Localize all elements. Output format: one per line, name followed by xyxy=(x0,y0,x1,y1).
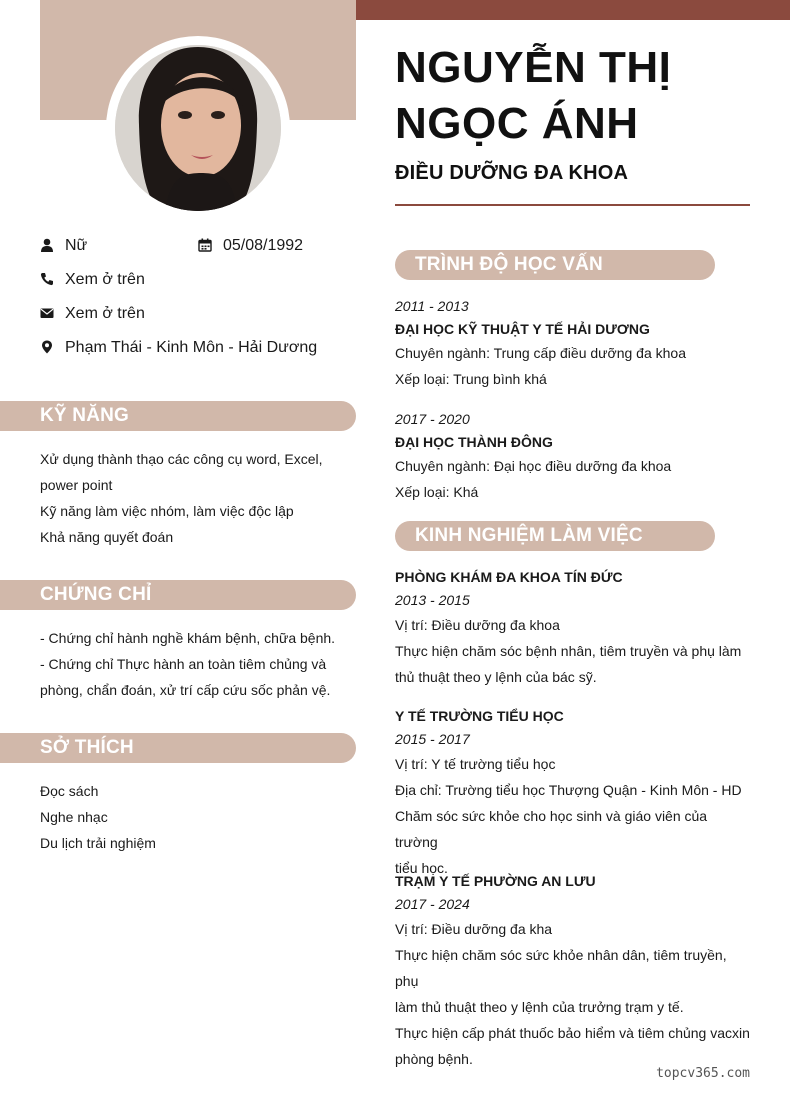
phone-row xyxy=(40,271,145,289)
experience-line: Địa chỉ: Trường tiểu học Thượng Quận - Kinh Môn - HD xyxy=(395,782,742,798)
title-divider xyxy=(395,204,750,206)
experience-line: tiểu học. xyxy=(395,860,448,876)
skills-heading: KỸ NĂNG xyxy=(0,401,356,431)
experience-entry xyxy=(395,566,750,690)
education-period: 2011 - 2013 xyxy=(395,298,469,314)
phone-icon xyxy=(40,272,56,288)
education-grade: Xếp loại: Khá xyxy=(395,484,479,500)
experience-period: 2015 - 2017 xyxy=(395,731,470,747)
experience-company: Y TẾ TRƯỜNG TIỂU HỌC xyxy=(395,708,564,724)
experience-line: Vị trí: Y tế trường tiểu học xyxy=(395,756,556,772)
hobbies-heading: SỞ THÍCH xyxy=(0,733,356,763)
experience-line: Vị trí: Điều dưỡng đa kha xyxy=(395,921,553,937)
email-row xyxy=(40,305,145,323)
experience-heading: KINH NGHIỆM LÀM VIỆC xyxy=(395,521,715,551)
map-pin-icon xyxy=(40,340,56,356)
birthdate-value: 05/08/1992 xyxy=(223,237,304,254)
experience-line: Thực hiện cấp phát thuốc bảo hiểm và tiêm chủng vacxin xyxy=(395,1025,750,1041)
birthdate-row xyxy=(198,237,303,255)
list-item: - Chứng chỉ Thực hành an toàn tiêm chủng và xyxy=(40,656,327,672)
experience-line: Chăm sóc sức khỏe cho học sinh và giáo viên của trường xyxy=(395,808,708,850)
education-entry xyxy=(395,294,750,392)
footer-site-link[interactable]: topcv365.com xyxy=(656,1066,750,1081)
name-line-1: NGUYỄN THỊ xyxy=(395,43,672,92)
education-entry xyxy=(395,407,750,505)
experience-entry xyxy=(395,705,750,881)
address-row xyxy=(40,339,317,357)
experience-line: Vị trí: Điều dưỡng đa khoa xyxy=(395,617,560,633)
education-school: ĐẠI HỌC THÀNH ĐÔNG xyxy=(395,434,553,450)
gender-row xyxy=(40,237,87,255)
phone-value: Xem ở trên xyxy=(65,271,145,288)
experience-line: làm thủ thuật theo y lệnh của trưởng trạm y tế. xyxy=(395,999,684,1015)
header-accent-bar xyxy=(356,0,790,20)
email-value: Xem ở trên xyxy=(65,305,145,322)
education-major: Chuyên ngành: Trung cấp điều dưỡng đa khoa xyxy=(395,345,686,361)
certificates-heading: CHỨNG CHỈ xyxy=(0,580,356,610)
list-item: power point xyxy=(40,477,113,493)
education-major: Chuyên ngành: Đại học điều dưỡng đa khoa xyxy=(395,458,672,474)
experience-company: PHÒNG KHÁM ĐA KHOA TÍN ĐỨC xyxy=(395,569,623,585)
experience-line: thủ thuật theo y lệnh của bác sỹ. xyxy=(395,669,597,685)
list-item: Nghe nhạc xyxy=(40,809,108,825)
envelope-icon xyxy=(40,306,56,322)
education-heading: TRÌNH ĐỘ HỌC VẤN xyxy=(395,250,715,280)
address-value: Phạm Thái - Kinh Môn - Hải Dương xyxy=(65,339,318,356)
experience-line: Thực hiện chăm sóc sức khỏe nhân dân, tiêm truyền, phụ xyxy=(395,947,727,989)
list-item: Đọc sách xyxy=(40,783,99,799)
experience-line: Thực hiện chăm sóc bệnh nhân, tiêm truyền và phụ làm xyxy=(395,643,742,659)
person-icon xyxy=(40,238,56,254)
hobbies-list xyxy=(40,778,340,856)
experience-entry xyxy=(395,870,750,1072)
experience-line: phòng bệnh. xyxy=(395,1051,473,1067)
avatar xyxy=(115,45,281,211)
experience-period: 2013 - 2015 xyxy=(395,592,470,608)
name-line-2: NGỌC ÁNH xyxy=(395,99,639,148)
education-period: 2017 - 2020 xyxy=(395,411,470,427)
calendar-icon xyxy=(198,238,214,254)
list-item: Du lịch trải nghiệm xyxy=(40,835,156,851)
list-item: Khả năng quyết đoán xyxy=(40,529,174,545)
certificates-list xyxy=(40,625,350,703)
candidate-name xyxy=(395,40,671,152)
education-grade: Xếp loại: Trung bình khá xyxy=(395,371,547,387)
job-title: ĐIỀU DƯỠNG ĐA KHOA xyxy=(395,162,629,184)
education-school: ĐẠI HỌC KỸ THUẬT Y TẾ HẢI DƯƠNG xyxy=(395,321,650,337)
skills-list xyxy=(40,446,340,550)
list-item: phòng, chẩn đoán, xử trí cấp cứu sốc phản vệ. xyxy=(40,682,331,698)
list-item: - Chứng chỉ hành nghề khám bệnh, chữa bệnh. xyxy=(40,630,336,646)
experience-period: 2017 - 2024 xyxy=(395,896,470,912)
experience-company: TRẠM Y TẾ PHƯỜNG AN LƯU xyxy=(395,873,596,889)
list-item: Xử dụng thành thạo các công cụ word, Excel, xyxy=(40,451,323,467)
avatar-portrait xyxy=(115,45,281,211)
list-item: Kỹ năng làm việc nhóm, làm việc độc lập xyxy=(40,503,294,519)
gender-value: Nữ xyxy=(65,237,88,254)
